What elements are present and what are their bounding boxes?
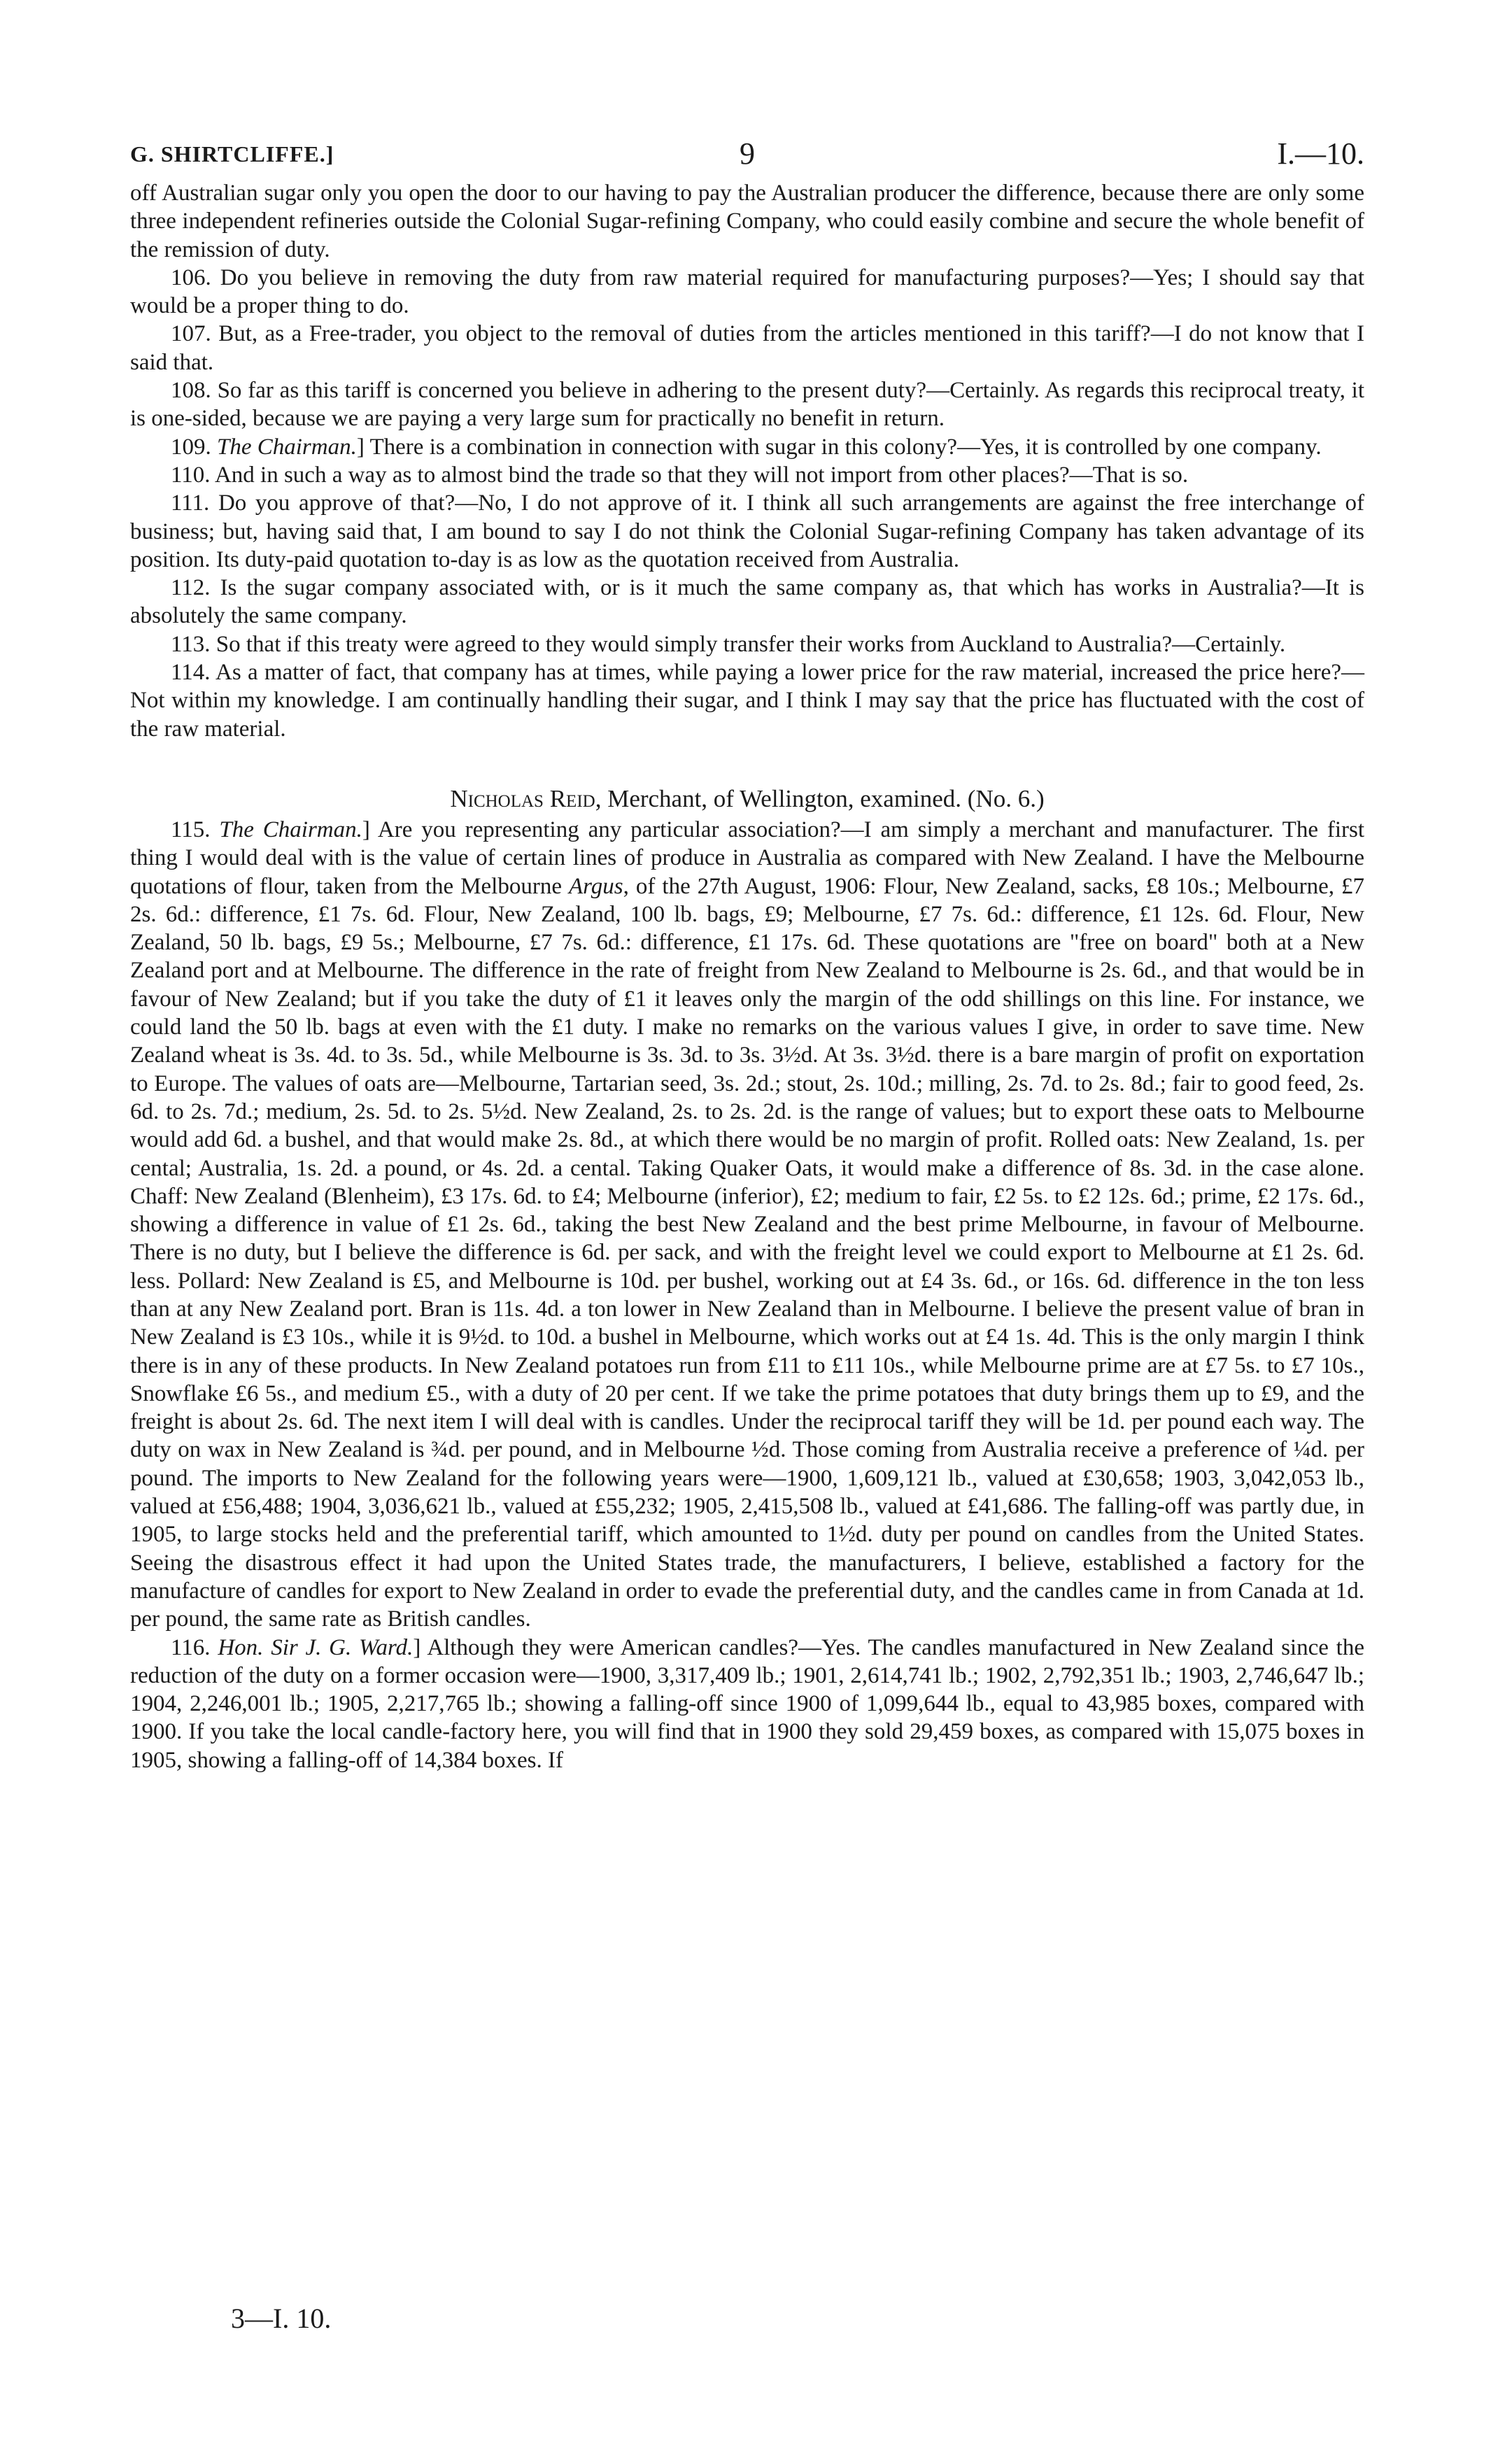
witness-description: , Merchant, of Wellington, examined. (No. 6.) (595, 784, 1045, 812)
paragraph-q107: 107. But, as a Free-trader, you object to the removal of duties from the articles mentioned in this tariff?—I do not know that I said that. (130, 321, 1364, 375)
paragraph-q112: 112. Is the sugar company associated with, or is it much the same company as, that which has works in Australia?—It is absolutely the same company. (130, 575, 1364, 629)
speaker-name: The Chairman. (217, 434, 357, 460)
witness-name: Nicholas Reid (450, 784, 595, 812)
witness-heading (130, 784, 1364, 814)
running-head (130, 133, 1364, 175)
paragraph-q113: 113. So that if this treaty were agreed to they would simply transfer their works from Auckland to Australia?—Certainly. (171, 631, 1286, 657)
question-number: 116. (171, 1634, 218, 1660)
question-number: 109. (171, 434, 217, 460)
document-page (130, 133, 1364, 1774)
paragraph-q114: 114. As a matter of fact, that company has at times, while paying a lower price for the raw material, increased the price here?—Not within my knowledge. I am continually handling their sugar, and I think I may say that the price has fluctuated with the cost of the raw material. (130, 660, 1364, 742)
question-text: ] There is a combination in connection with sugar in this colony?—Yes, it is controlled by one company. (356, 434, 1322, 460)
paragraph-q116 (130, 1634, 1364, 1774)
question-text-continued: , of the 27th August, 1906: Flour, New Zealand, sacks, £8 10s.; Melbourne, £7 2s. 6d.: difference, £1 7s. 6d. Flour, New Zealand, 100 lb. bags, £9; Melbourne, £7 7s. 6d.: difference, £1 12s. 6d. Flour, New Zealand, 50 lb. bags, £9 5s.; Melbourne, £7 7s. 6d.: difference, £1 17s. 6d. These quotations are "free on board" both at a New Zealand port and at Melbourne. The difference in the rate of freight from New Zealand to Melbourne is 2s. 6d., and that would be in favour of New Zealand; but if you take the duty of £1 it leaves only the margin of the odd shillings on this line. For instance, we could land the 50 lb. bags at even with the £1 duty. I make no remarks on the various values I give, in order to save time. New Zealand wheat is 3s. 4d. to 3s. 5d., while Melbourne is 3s. 3d. to 3s. 3½d. At 3s. 3½d. there is a bare margin of profit on exportation to Europe. The values of oats are—Melbourne, Tartarian seed, 3s. 2d.; stout, 2s. 10d.; milling, 2s. 7d. to 2s. 8d.; fair to good feed, 2s. 6d. to 2s. 7d.; medium, 2s. 5d. to 2s. 5½d. New Zealand, 2s. to 2s. 2d. is the range of values; but to export these oats to Melbourne would add 6d. a bushel, and that would make 2s. 8d., at which there would be no margin of profit. Rolled oats: New Zealand, 1s. per cental; Australia, 1s. 2d. a pound, or 4s. 2d. a cental. Taking Quaker Oats, it would make a difference of 8s. 3d. in the case alone. Chaff: New Zealand (Blenheim), £3 17s. 6d. to £4; Melbourne (inferior), £2; medium to fair, £2 5s. to £2 12s. 6d.; prime, £2 17s. 6d., showing a difference in value of £1 2s. 6d., taking the best New Zealand and the best prime Melbourne, in favour of Melbourne. There is no duty, but I believe the difference is 6d. per sack, and with the freight level we could export to Melbourne at £1 2s. 6d. less. Pollard: New Zealand is £5, and Melbourne is 10d. per bushel, working out at £4 3s. 6d., or 16s. 6d. difference in the ton less than at any New Zealand port. Bran is 11s. 4d. a ton lower in New Zealand than in Melbourne. I believe the present value of bran in New Zealand is £3 10s., while it is 9½d. to 10d. a bushel in Melbourne, which works out at £4 1s. 4d. This is the only margin I think there is in any of these products. In New Zealand potatoes run from £11 to £11 10s., while Melbourne prime are at £7 5s. to £7 10s., Snowflake £6 5s., and medium £5., with a duty of 20 per cent. If we take the prime potatoes that duty brings them up to £9, and the freight is about 2s. 6d. The next item I will deal with is candles. Under the reciprocal tariff they will be 1d. per pound each way. The duty on wax in New Zealand is ¾d. per pound, and in Melbourne ½d. Those coming from Australia receive a preference of ¼d. per pound. The imports to New Zealand for the following years were—1900, 1,609,121 lb., valued at £30,658; 1903, 3,042,053 lb., valued at £56,488; 1904, 3,036,621 lb., valued at £55,232; 1905, 2,415,508 lb., valued at £41,686. The falling-off was partly due, in 1905, to large stocks held and the preferential tariff, which amounted to 1½d. duty per pound on candles from the United States. Seeing the disastrous effect it had upon the United States trade, the manufacturers, I believe, established a factory for the manufacture of candles for export to New Zealand in order to evade the preferential duty, and the candles came in from Canada at 1d. per pound, the same rate as British candles. (130, 873, 1364, 1632)
speaker-name: The Chairman. (219, 816, 362, 842)
paragraph-q106: 106. Do you believe in removing the duty from raw material required for manufacturing purposes?—Yes; I should say that would be a proper thing to do. (130, 264, 1364, 319)
paragraph-continuation: off Australian sugar only you open the door to our having to pay the Australian producer the difference, because there are only some three independent refineries outside the Colonial Sugar-refining Company, who could easily combine and secure the whole benefit of the remission of duty. (130, 181, 1364, 262)
signature-mark: 3—I. 10. (231, 2303, 332, 2334)
page-number: 9 (740, 136, 755, 171)
paragraph-q108: 108. So far as this tariff is concerned you believe in adhering to the present duty?—Certainly. As regards this reciprocal treaty, it is one-sided, because we are paying a very large sum for practically no benefit in return. (130, 378, 1364, 432)
newspaper-name: Argus (569, 873, 623, 899)
paragraph-q110: 110. And in such a way as to almost bind the trade so that they will not import from other places?—That is so. (171, 462, 1189, 488)
question-text: ] Although they were American candles?—Yes. The candles manufactured in New Zealand since the reduction of the duty on a former occasion were—1900, 3,317,409 lb.; 1901, 2,614,741 lb.; 1902, 2,792,351 lb.; 1903, 2,746,647 lb.; 1904, 2,246,001 lb.; 1905, 2,217,765 lb.; showing a falling-off since 1900 of 1,099,644 lb., equal to 43,985 boxes, compared with 1900. If you take the local candle-factory here, you will find that in 1900 they sold 29,459 boxes, as compared with 15,075 boxes in 1905, showing a falling-off of 14,384 boxes. If (130, 1634, 1365, 1773)
paragraph-q111: 111. Do you approve of that?—No, I do not approve of it. I think all such arrangements are against the free interchange of business; but, having said that, I am bound to say I do not think the Colonial Sugar-refining Company has taken advantage of its position. Its duty-paid quotation to-day is as low as the quotation received from Australia. (130, 490, 1364, 572)
running-head-left: G. SHIRTCLIFFE.] (130, 141, 334, 167)
paragraph-q109 (130, 433, 1364, 461)
speaker-name: Hon. Sir J. G. Ward. (218, 1634, 414, 1660)
running-head-right: I.—10. (1277, 136, 1364, 171)
body-text (130, 179, 1364, 1774)
question-text: ] Are you representing any particular association?—I am simply a merchant and manufacturer. The first thing I would deal with is the value of certain lines of produce in Australia as compared with New Zealand. I have the Melbourne quotations of flour, taken from the Melbourne (130, 816, 1365, 899)
paragraph-q115 (130, 816, 1364, 1634)
question-number: 115. (171, 816, 220, 842)
